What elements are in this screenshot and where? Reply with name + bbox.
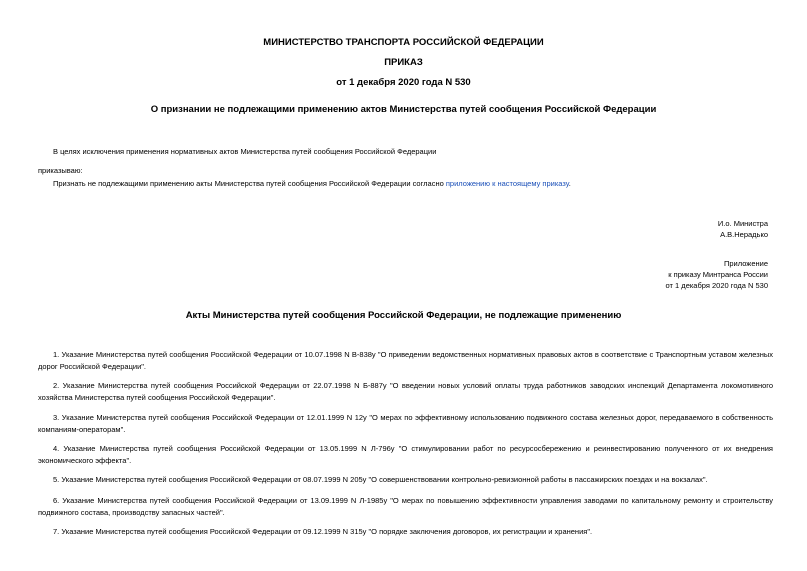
preamble-text: В целях исключения применения нормативных актов Министерства путей сообщения Российской Федерации <box>53 147 437 156</box>
list-item: 2. Указание Министерства путей сообщения Российской Федерации от 22.07.1998 N Б-887у "О введении новых условий оплаты труда работников заводских инспекций Департамента локомотивного хозяйства Министерства путей сообщения Российской Федерации". <box>38 381 773 402</box>
order-word: приказываю: <box>38 166 83 175</box>
date-number-heading: от 1 декабря 2020 года N 530 <box>336 77 471 88</box>
appendix-ref: к приказу Минтранса России <box>668 270 768 279</box>
appendix-title: Акты Министерства путей сообщения Российской Федерации, не подлежащие применению <box>185 310 622 321</box>
order-paragraph <box>53 178 571 189</box>
list-item: 4. Указание Министерства путей сообщения Российской Федерации от 13.05.1999 N Л-796у "О стимулировании работ по ресурсосбережению и реинвестированию полученного от их внедрения экономического эффекта". <box>38 444 773 465</box>
order-end: . <box>568 179 571 188</box>
ministry-heading: МИНИСТЕРСТВО ТРАНСПОРТА РОССИЙСКОЙ ФЕДЕРАЦИИ <box>263 37 544 48</box>
signature-name: А.В.Нерадько <box>720 230 768 239</box>
doc-type-heading: ПРИКАЗ <box>384 57 423 68</box>
list-item: 6. Указание Министерства путей сообщения Российской Федерации от 13.09.1999 N Л-1985у "О мерах по повышению эффективности управления заводами по капитальному ремонту и строительству подвижного состава, производству запасных частей". <box>38 496 773 517</box>
signature-position: И.о. Министра <box>717 219 768 228</box>
list-item: 7. Указание Министерства путей сообщения Российской Федерации от 09.12.1999 N 315у "О порядке заключения договоров, их регистрации и хранения". <box>53 527 593 536</box>
appendix-label: Приложение <box>724 259 768 268</box>
list-item: 3. Указание Министерства путей сообщения Российской Федерации от 12.01.1999 N 12у "О мерах по эффективному использованию подвижного состава железных дорог, передаваемого в собственность компаниям-операторам". <box>38 413 773 434</box>
document-title: О признании не подлежащими применению актов Министерства путей сообщения Российской Федерации <box>150 104 657 115</box>
appendix-link[interactable]: приложению к настоящему приказу <box>445 179 569 188</box>
appendix-date: от 1 декабря 2020 года N 530 <box>665 281 768 290</box>
list-item: 1. Указание Министерства путей сообщения Российской Федерации от 10.07.1998 N В-838у "О приведении ведомственных нормативных правовых актов в соответствие с Транспортным уставом железных дорог Российской Федерации". <box>38 350 773 371</box>
list-item: 5. Указание Министерства путей сообщения Российской Федерации от 08.07.1999 N 205у "О совершенствовании контрольно-ревизионной работы в пассажирских поездах и на вокзалах". <box>53 475 708 484</box>
order-text: Признать не подлежащими применению акты Министерства путей сообщения Российской Федерации согласно <box>53 179 446 188</box>
